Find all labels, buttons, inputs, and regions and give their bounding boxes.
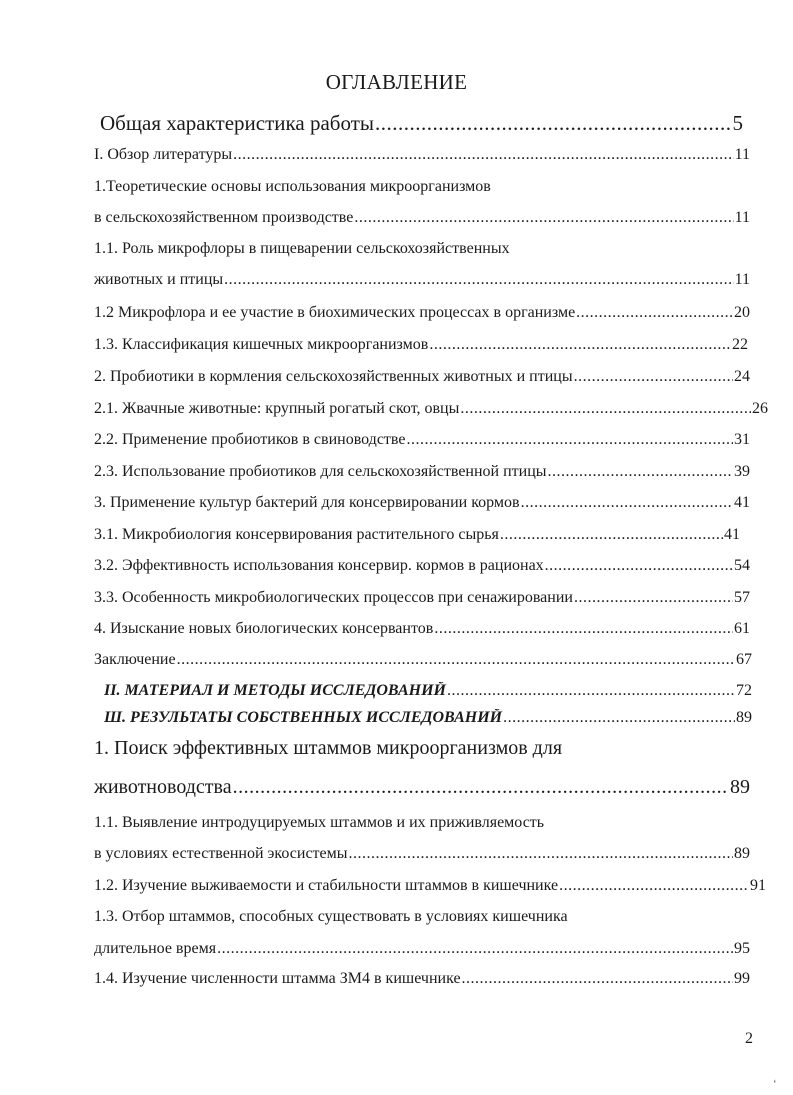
toc-entry bbox=[94, 400, 768, 418]
toc-entry-page: 31 bbox=[734, 431, 750, 448]
toc-entry-page: 22 bbox=[732, 336, 748, 353]
toc-entry-title-line1: 1.1. Выявление интродуцируемых штаммов и их приживляемость bbox=[94, 814, 545, 831]
toc-entry-page: 11 bbox=[734, 209, 750, 226]
leader-dots bbox=[429, 336, 731, 354]
toc-entry-page: 26 bbox=[752, 400, 768, 417]
toc-entry-page: 39 bbox=[734, 463, 750, 480]
leader-dots bbox=[233, 776, 729, 799]
leader-dots bbox=[548, 463, 733, 481]
leader-dots bbox=[521, 494, 733, 512]
toc-entry-page: 41 bbox=[734, 494, 750, 511]
leader-dots bbox=[217, 940, 733, 958]
toc-entry-title: животноводства bbox=[94, 776, 232, 798]
toc-entry-title: 3.2. Эффективность использования консервир. кормов в рационах bbox=[94, 557, 544, 574]
toc-entry-title: 3.1. Микробиология консервирования растительного сырья bbox=[94, 526, 499, 543]
toc-entry-title-line1: 1.1. Роль микрофлоры в пищеварении сельскохозяйственных bbox=[94, 240, 510, 257]
toc-entry-title: 3. Применение культур бактерий для консервировании кормов bbox=[94, 494, 520, 511]
toc-entry-title: в условиях естественной экосистемы bbox=[94, 845, 348, 862]
toc-entry bbox=[94, 146, 750, 164]
toc-entry bbox=[94, 494, 750, 512]
toc-entry-page: 11 bbox=[734, 146, 750, 163]
toc-entry-page: 20 bbox=[734, 304, 750, 321]
toc-entry-title: 3.3. Особенность микробиологических процессов при сенажировании bbox=[94, 589, 573, 606]
toc-entry bbox=[94, 557, 750, 575]
toc-entry-page: 67 bbox=[736, 651, 752, 668]
toc-entry bbox=[94, 589, 750, 607]
leader-dots bbox=[354, 209, 733, 227]
toc-entry-title: 1.3. Классификация кишечных микроорганизмов bbox=[94, 336, 429, 353]
toc-entry-title: Общая характеристика работы bbox=[100, 111, 374, 135]
leader-dots bbox=[559, 877, 749, 895]
leader-dots bbox=[349, 845, 733, 863]
toc-entry bbox=[94, 431, 750, 449]
leader-dots bbox=[503, 709, 735, 727]
leader-dots bbox=[576, 304, 733, 322]
toc-entry-page: 61 bbox=[734, 620, 750, 637]
leader-dots bbox=[406, 431, 733, 449]
toc-entry-page: 89 bbox=[734, 845, 750, 862]
toc-entry bbox=[94, 526, 740, 544]
toc-entry bbox=[94, 336, 748, 354]
toc-entry-page: 11 bbox=[734, 271, 750, 288]
toc-entry-page: 54 bbox=[734, 557, 750, 574]
toc-entry-title-line1: 1.3. Отбор штаммов, способных существовать в условиях кишечника bbox=[94, 908, 568, 925]
leader-dots bbox=[574, 589, 733, 607]
toc-entry-page: 89 bbox=[730, 776, 750, 798]
toc-entry-title: 2.2. Применение пробиотиков в свиноводстве bbox=[94, 431, 406, 448]
leader-dots bbox=[224, 271, 733, 289]
toc-entry bbox=[94, 271, 750, 289]
toc-entry bbox=[94, 970, 750, 988]
leader-dots bbox=[375, 111, 732, 136]
leader-dots bbox=[177, 651, 735, 669]
toc-entry-title: 1.4. Изучение численности штамма ЗМ4 в кишечнике bbox=[94, 970, 461, 987]
toc-entry-title: 2. Пробиотики в кормления сельскохозяйственных животных и птицы bbox=[94, 368, 573, 385]
toc-entry-title: 1.2. Изучение выживаемости и стабильности штаммов в кишечнике bbox=[94, 877, 559, 894]
toc-entry bbox=[94, 877, 766, 895]
leader-dots bbox=[500, 526, 723, 544]
leader-dots bbox=[447, 682, 735, 700]
leader-dots bbox=[574, 368, 733, 386]
toc-entry-title: 2.1. Жвачные животные: крупный рогатый скот, овцы bbox=[94, 400, 460, 417]
toc-entry-title: I. Обзор литературы bbox=[94, 146, 233, 163]
leader-dots bbox=[462, 970, 733, 988]
toc-entry bbox=[94, 651, 752, 669]
toc-entry-page: 5 bbox=[732, 111, 743, 135]
toc-entry-title: 2.3. Использование пробиотиков для сельскохозяйственной птицы bbox=[94, 463, 547, 480]
leader-dots bbox=[460, 400, 751, 418]
leader-dots bbox=[434, 620, 733, 638]
page-title: ОГЛАВЛЕНИЕ bbox=[325, 70, 468, 94]
toc-entry bbox=[100, 111, 743, 136]
toc-entry bbox=[94, 940, 750, 958]
toc-entry-page: 24 bbox=[734, 368, 750, 385]
toc-entry-title: 1.2 Микрофлора и ее участие в биохимических процессах в организме bbox=[94, 304, 576, 321]
toc-entry bbox=[94, 845, 750, 863]
toc-entry bbox=[104, 709, 752, 727]
toc-entry-title: Заключение bbox=[94, 651, 176, 668]
toc-entry-title: животных и птицы bbox=[94, 271, 224, 288]
toc-entry-title: Ш. РЕЗУЛЬТАТЫ СОБСТВЕННЫХ ИССЛЕДОВАНИЙ bbox=[104, 709, 503, 726]
toc-entry bbox=[94, 304, 750, 322]
toc-entry-page: 91 bbox=[750, 877, 766, 894]
toc-entry-page: 41 bbox=[724, 526, 740, 543]
toc-entry-title: в сельскохозяйственном производстве bbox=[94, 209, 354, 226]
toc-entry-page: 57 bbox=[734, 589, 750, 606]
toc-entry-title: длительное время bbox=[94, 940, 217, 957]
toc-entry bbox=[94, 368, 750, 386]
page-number: 2 bbox=[745, 1030, 753, 1047]
toc-entry-page: 72 bbox=[736, 682, 752, 699]
toc-entry-title-line1: 1.Теоретические основы использования микроорганизмов bbox=[94, 178, 491, 195]
leader-dots bbox=[545, 557, 733, 575]
toc-entry-page: 99 bbox=[734, 970, 750, 987]
toc-entry-title: 4. Изыскание новых биологических консервантов bbox=[94, 620, 434, 637]
toc-entry-page: 95 bbox=[734, 940, 750, 957]
toc-entry bbox=[94, 620, 750, 638]
toc-entry-page: 89 bbox=[736, 709, 752, 726]
toc-entry bbox=[104, 682, 752, 700]
toc-entry bbox=[94, 776, 750, 799]
corner-mark: ʻ bbox=[773, 1078, 777, 1090]
leader-dots bbox=[233, 146, 733, 164]
toc-entry-title-line1: 1. Поиск эффективных штаммов микроорганизмов для bbox=[94, 737, 563, 759]
toc-entry bbox=[94, 463, 750, 481]
toc-entry-title: II. МАТЕРИАЛ И МЕТОДЫ ИССЛЕДОВАНИЙ bbox=[104, 682, 446, 699]
toc-entry bbox=[94, 209, 750, 227]
